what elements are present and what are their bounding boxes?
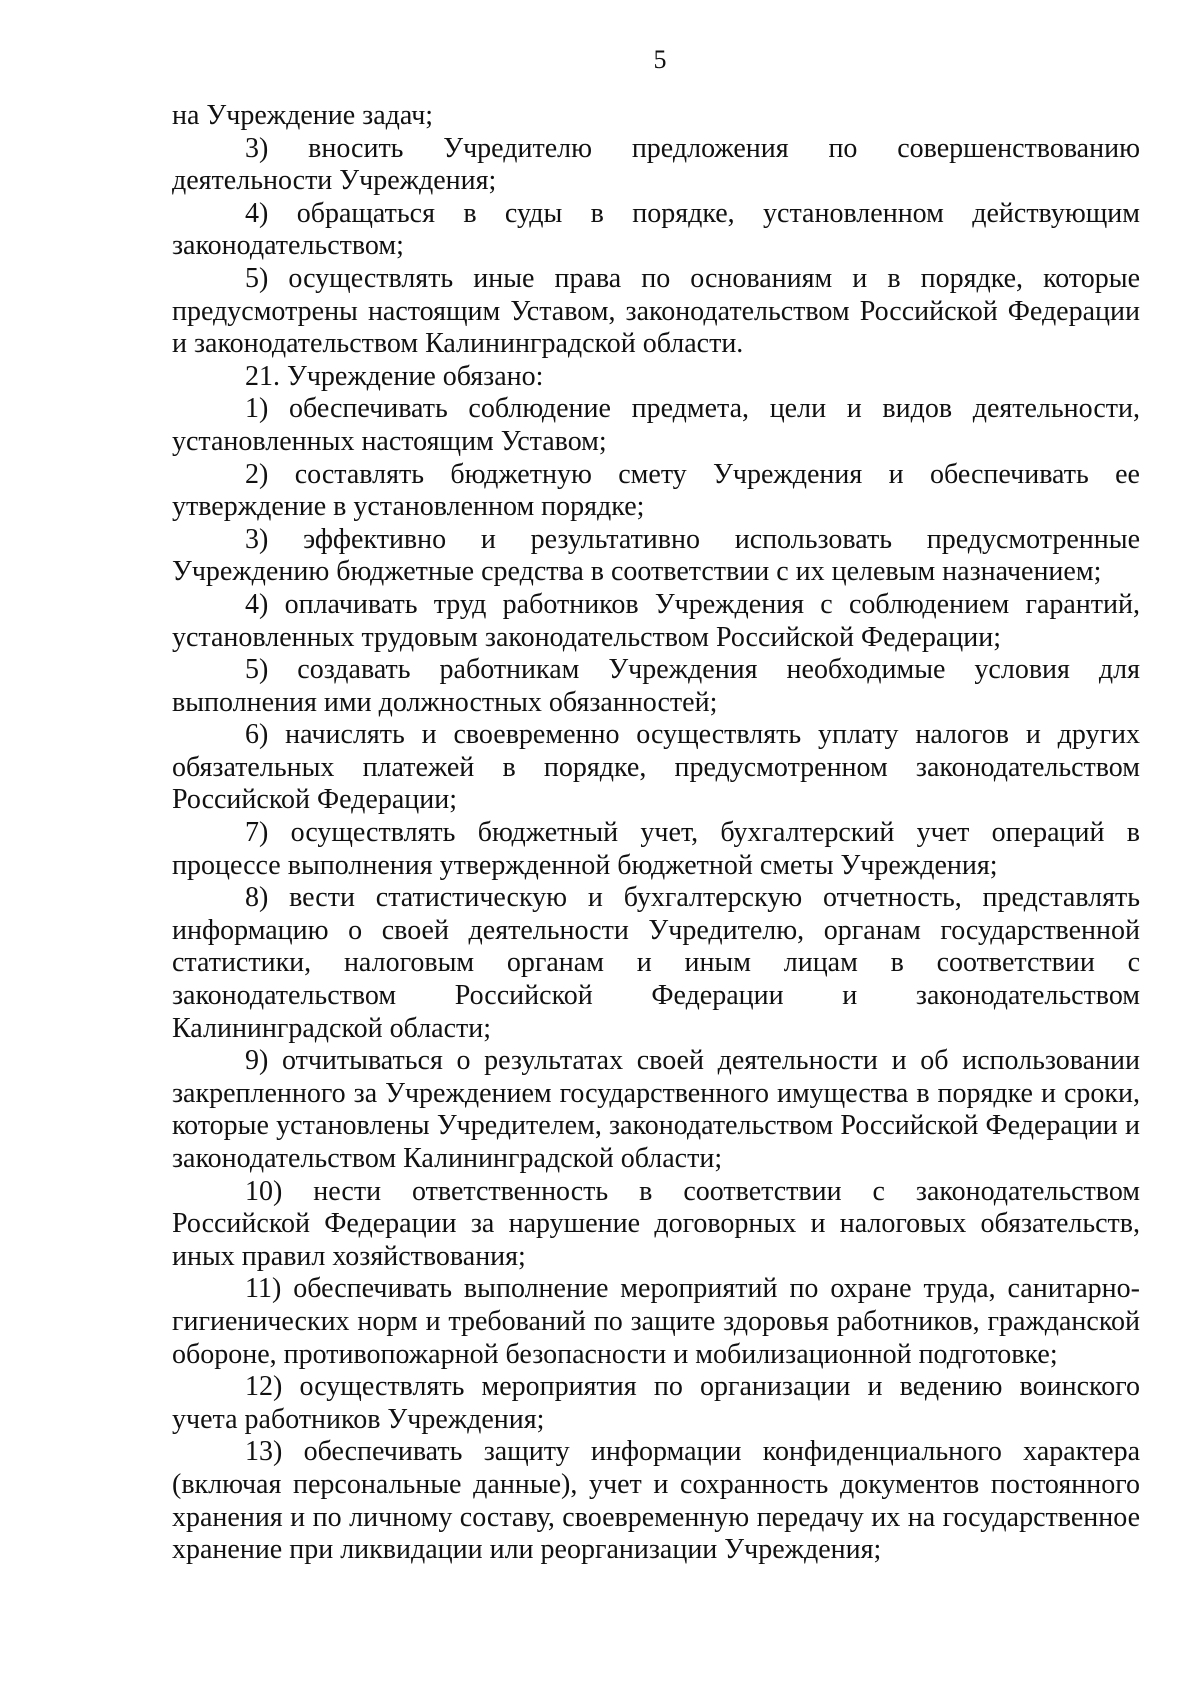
paragraph-duty-1: 1) обеспечивать соблюдение предмета, цели и видов деятельности, установленных настоящим Уставом; [172,393,1140,457]
paragraph-right-3: 3) вносить Учредителю предложения по совершенствованию деятельности Учреждения; [172,132,1140,197]
section-heading-21: 21. Учреждение обязано: [245,360,544,392]
document-body [172,100,1140,1567]
paragraph-duty-5: 5) создавать работникам Учреждения необходимые условия для выполнения ими должностных обязанностей; [172,654,1140,718]
paragraph-duty-2: 2) составлять бюджетную смету Учреждения и обеспечивать ее утверждение в установленном порядке; [172,458,1140,523]
paragraph-duty-8: 8) вести статистическую и бухгалтерскую отчетность, представлять информацию о своей деятельности Учредителю, органам государственной статистики, налоговым органам и иным лицам в соответствии с законодательством Российской Федерации и законодательством Калининградской области; [172,882,1140,1044]
paragraph-duty-6: 6) начислять и своевременно осуществлять уплату налогов и других обязательных платежей в порядке, предусмотренном законодательством Российской Федерации; [172,719,1140,816]
paragraph-duty-12: 12) осуществлять мероприятия по организации и ведению воинского учета работников Учреждения; [172,1371,1140,1435]
paragraph-continuation: на Учреждение задач; [172,100,434,131]
page-number: 5 [653,45,667,74]
paragraph-duty-11: 11) обеспечивать выполнение мероприятий по охране труда, санитарно-гигиенических норм и требований по защите здоровья работников, гражданской обороне, противопожарной безопасности и мобилизационной подготовке; [172,1273,1140,1370]
paragraph-duty-13: 13) обеспечивать защиту информации конфиденциального характера (включая персональные данные), учет и сохранность документов постоянного хранения и по личному составу, своевременную передачу их на государственное хранение при ликвидации или реорганизации Учреждения; [172,1436,1140,1566]
paragraph-right-4: 4) обращаться в суды в порядке, установленном действующим законодательством; [172,197,1140,262]
paragraph-duty-4: 4) оплачивать труд работников Учреждения с соблюдением гарантий, установленных трудовым законодательством Российской Федерации; [172,588,1140,653]
paragraph-duty-10: 10) нести ответственность в соответствии с законодательством Российской Федерации за нарушение договорных и налоговых обязательств, иных правил хозяйствования; [172,1175,1140,1272]
paragraph-right-5: 5) осуществлять иные права по основаниям и в порядке, которые предусмотрены настоящим Уставом, законодательством Российской Федерации и законодательством Калининградской области. [172,262,1140,360]
paragraph-duty-3: 3) эффективно и результативно использовать предусмотренные Учреждению бюджетные средства в соответствии с их целевым назначением; [172,523,1140,588]
paragraph-duty-9: 9) отчитываться о результатах своей деятельности и об использовании закрепленного за Учреждением государственного имущества в порядке и сроки, которые установлены Учредителем, законодательством Российской Федерации и законодательством Калининградской области; [172,1045,1140,1174]
paragraph-duty-7: 7) осуществлять бюджетный учет, бухгалтерский учет операций в процессе выполнения утвержденной бюджетной сметы Учреждения; [172,817,1140,881]
